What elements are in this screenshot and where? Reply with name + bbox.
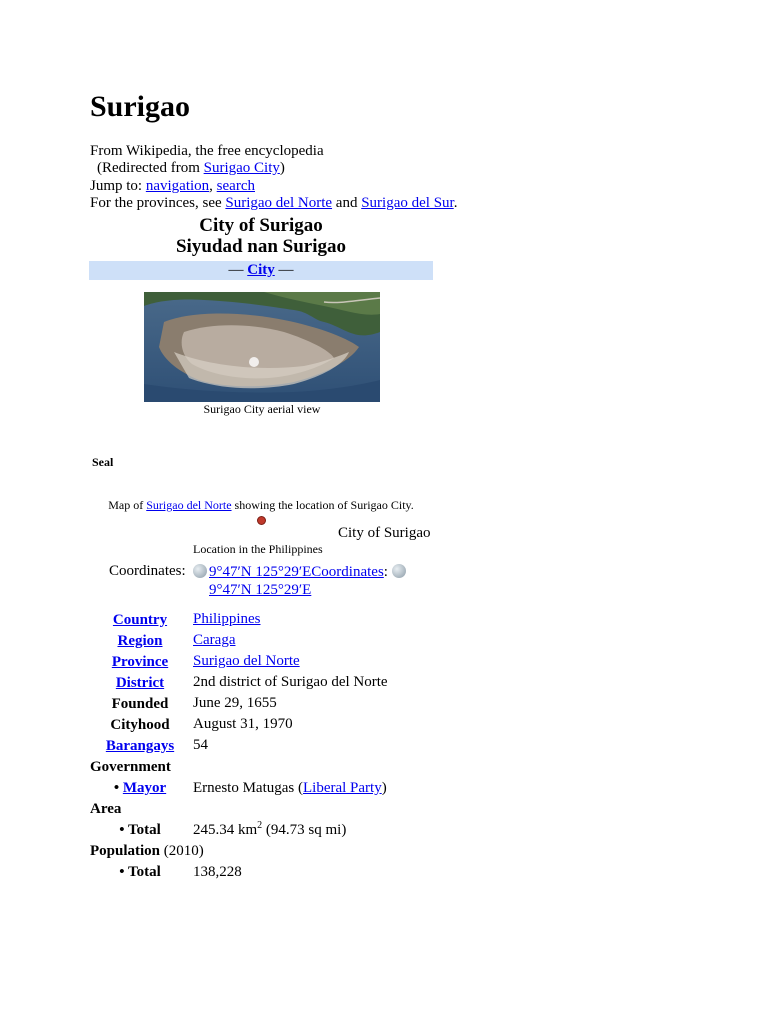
jump-prefix: Jump to: [90,178,146,194]
population-total-value: 138,228 [193,864,242,880]
mayor-suffix: ) [381,780,387,796]
cityhood-value: August 31, 1970 [193,716,293,732]
infobox-type-band [89,261,433,280]
coordinates-colon: : [383,564,388,580]
type-dash-left: — [228,262,248,278]
coordinates-label: Coordinates: [109,563,186,579]
hatnote-prefix: For the provinces, see [90,195,226,211]
founded-value: June 29, 1655 [193,695,277,711]
coordinates-link[interactable]: 9°47′N 125°29′ECoordinates [209,564,384,580]
barangays-value: 54 [193,737,208,753]
hatnote-suffix: . [453,195,458,211]
country-value[interactable]: Philippines [193,611,261,627]
infobox-title: City of Surigao [199,215,323,236]
globe-icon[interactable] [392,564,406,578]
aerial-photo-image [144,292,380,402]
map-caption [90,498,432,513]
redirect-suffix: ) [279,160,285,176]
population-total-label: • Total [119,864,161,880]
founded-label: Founded [111,696,169,712]
area-mi: (94.73 sq mi) [262,822,347,838]
map-city-label: City of Surigao [338,525,431,541]
area-total-value [193,821,346,839]
map-caption-link[interactable]: Surigao del Norte [146,498,232,512]
infobox-local-name: Siyudad nan Surigao [175,236,347,257]
tagline: From Wikipedia, the free encyclopedia [90,143,324,159]
hatnote [90,194,457,212]
district-value: 2nd district of Surigao del Norte [193,674,388,690]
seal-label: Seal [92,455,114,469]
mayor-label-cell [90,779,190,797]
globe-icon[interactable] [193,564,207,578]
area-label: Area [90,801,122,817]
jump-navigation-link[interactable]: navigation [145,178,210,194]
barangays-label[interactable]: Barangays [105,738,175,754]
government-label: Government [90,759,171,775]
photo-caption: Surigao City aerial view [203,402,321,416]
page-title: Surigao [90,90,191,123]
population-year: (2010) [160,843,204,859]
area-km: 245.34 km [193,822,258,838]
liberal-party-link[interactable]: Liberal Party [302,780,382,796]
district-label[interactable]: District [115,675,165,691]
location-label: Location in the Philippines [193,542,323,556]
coordinates-link-2[interactable]: 9°47′N 125°29′E [209,582,312,598]
surigao-del-norte-link[interactable]: Surigao del Norte [225,195,333,211]
population-label-cell [90,842,204,860]
mayor-name: Ernesto Matugas ( [193,780,303,796]
province-value[interactable]: Surigao del Norte [193,653,300,669]
redirect-prefix: (Redirected from [97,160,204,176]
region-value[interactable]: Caraga [193,632,236,648]
mayor-label[interactable]: Mayor [122,780,167,796]
redirect-notice [97,159,285,177]
country-label[interactable]: Country [112,612,168,628]
cityhood-label: Cityhood [110,717,170,733]
city-type-link[interactable]: City [247,262,275,278]
type-dash-right: — [274,262,294,278]
population-label: Population [90,843,161,859]
province-label[interactable]: Province [111,654,169,670]
map-caption-suffix: showing the location of Surigao City. [231,498,414,512]
mayor-value [193,779,387,797]
area-total-label: • Total [119,822,161,838]
jump-separator: , [209,178,217,194]
surigao-del-sur-link[interactable]: Surigao del Sur [361,195,454,211]
jump-search-link[interactable]: search [216,178,255,194]
area-sup: 2 [257,820,263,831]
hatnote-and: and [332,195,362,211]
redirect-link[interactable]: Surigao City [203,160,280,176]
coordinates-value [193,563,433,599]
mayor-bullet: • [113,780,123,796]
jump-to [90,177,255,195]
region-label[interactable]: Region [117,633,163,649]
aerial-photo[interactable] [144,292,380,402]
map-pin-icon [257,516,266,525]
map-caption-prefix: Map of [108,498,147,512]
